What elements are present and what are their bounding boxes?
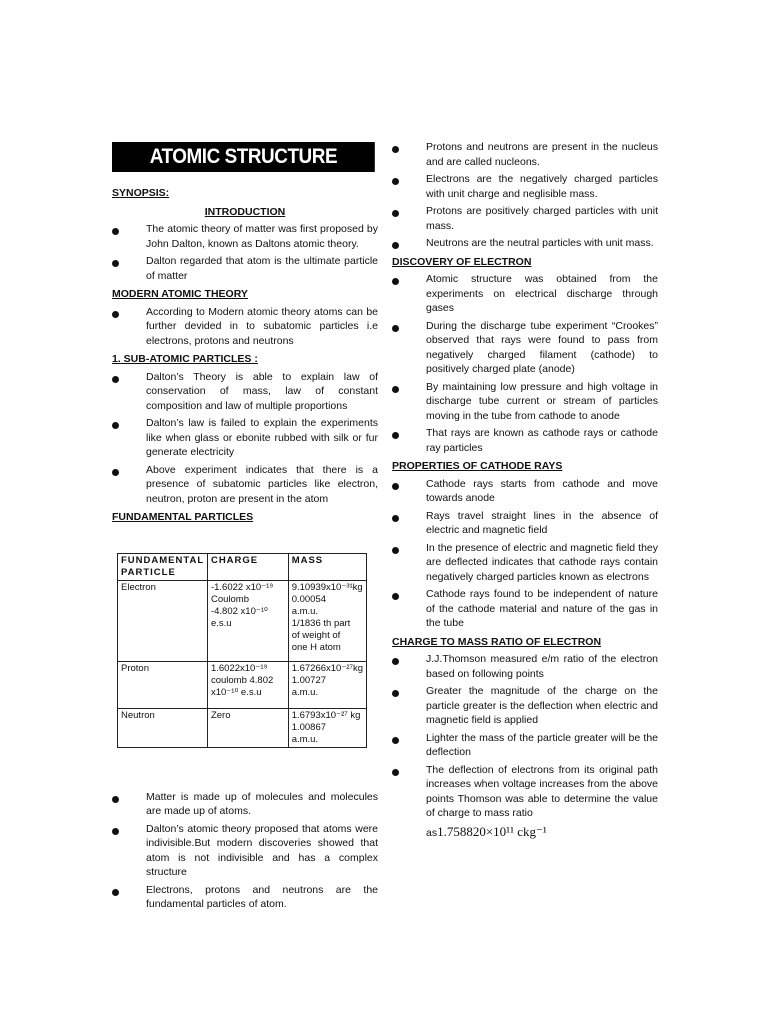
list-item: According to Modern atomic theory atoms can be further devided in to subatomic particles i.e electrons, protons and neutrons (112, 305, 378, 349)
header-charge: CHARGE (207, 553, 288, 580)
particle-cell: Proton (118, 661, 208, 708)
list-item: Protons and neutrons are present in the nucleus and are called nucleons. (392, 140, 658, 169)
bullet-icon (112, 260, 119, 267)
list-item: Dalton’s law is failed to explain the experiments like when glass or ebonite rubbed with silk or fur generate electricity (112, 416, 378, 460)
list-item: Atomic structure was obtained from the experiments on electrical discharge through gases (392, 272, 658, 316)
modern-atomic-theory-heading: MODERN ATOMIC THEORY (112, 288, 248, 300)
bullet-icon (112, 376, 119, 383)
bullet-icon (392, 432, 399, 439)
list-item: Neutrons are the neutral particles with unit mass. (392, 236, 658, 251)
charge-to-mass-heading: CHARGE TO MASS RATIO OF ELECTRON (392, 635, 602, 648)
charge-cell: -1.6022 x10⁻¹⁹ Coulomb -4.802 x10⁻¹⁰ e.s.u (207, 580, 288, 661)
table-row (118, 708, 367, 747)
particle-cell: Neutron (118, 708, 208, 747)
mass-cell: 1.6793x10⁻²⁷ kg 1.00867 a.m.u. (288, 708, 366, 747)
header-mass: MASS (288, 553, 366, 580)
list-item: In the presence of electric and magnetic field they are deflected indicates that cathode rays contain negatively charged particles known as electrons (392, 541, 658, 585)
sub-atomic-particles-heading: 1. SUB-ATOMIC PARTICLES : (112, 353, 258, 365)
list-item: Cathode rays found to be independent of nature of the cathode material and nature of the gas in the tube (392, 587, 658, 631)
mass-cell: 1.67266x10⁻²⁷kg 1.00727 a.m.u. (288, 661, 366, 708)
fundamental-particles-heading: FUNDAMENTAL PARTICLES (112, 511, 254, 523)
bullet-icon (392, 737, 399, 744)
synopsis-heading: SYNOPSIS: (112, 187, 170, 199)
bullet-icon (392, 178, 399, 185)
mass-cell: 9.10939x10⁻³¹kg 0.00054 a.m.u. 1/1836 th part of weight of one H atom (288, 580, 366, 661)
table-row (118, 580, 367, 661)
bullet-icon (392, 515, 399, 522)
particle-cell: Electron (118, 580, 208, 661)
list-item: Protons are positively charged particles with unit mass. (392, 204, 658, 233)
introduction-heading: INTRODUCTION (204, 205, 286, 218)
fundamental-particles-table (117, 553, 367, 748)
list-item: Above experiment indicates that there is a presence of subatomic particles like electron, neutron, proton are present in the atom (112, 463, 378, 507)
table-header-row (118, 553, 367, 580)
bullet-icon (112, 422, 119, 429)
list-item: Matter is made up of molecules and molecules are made up of atoms. (112, 790, 378, 819)
right-column (392, 140, 658, 840)
list-item: Dalton’s Theory is able to explain law of conservation of mass, law of constant composition and law of multiple proportions (112, 370, 378, 414)
bullet-icon (112, 796, 119, 803)
bullet-icon (392, 386, 399, 393)
list-item: That rays are known as cathode rays or cathode ray particles (392, 426, 658, 455)
list-item: Cathode rays starts from cathode and move towards anode (392, 477, 658, 506)
charge-mass-ratio-formula (392, 825, 658, 841)
bullet-icon (392, 483, 399, 490)
bullet-icon (392, 325, 399, 332)
page-title: ATOMIC STRUCTURE (112, 142, 375, 172)
list-item: Electrons, protons and neutrons are the fundamental particles of atom. (112, 883, 378, 912)
bullet-icon (392, 658, 399, 665)
list-item: Dalton’s atomic theory proposed that atoms were indivisible.But modern discoveries showed that atom is not indivisible and has a complex structure (112, 822, 378, 880)
charge-cell: Zero (207, 708, 288, 747)
bullet-icon (392, 769, 399, 776)
list-item: Lighter the mass of the particle greater will be the deflection (392, 731, 658, 760)
header-particle: FUNDAMENTAL PARTICLE (118, 553, 208, 580)
formula-value: 1.758820×10¹¹ ckg⁻¹ (437, 823, 547, 839)
charge-cell: 1.6022x10⁻¹⁹ coulomb 4.802 x10⁻¹⁰ e.s.u (207, 661, 288, 708)
bullet-icon (112, 889, 119, 896)
left-column (112, 140, 378, 915)
bullet-icon (112, 469, 119, 476)
formula-prefix: as (426, 826, 438, 839)
bullet-icon (392, 242, 399, 249)
list-item: The deflection of electrons from its original path increases when voltage increases from the above points Thomson was able to determine the value of charge to mass ratio (392, 763, 658, 821)
list-item: During the discharge tube experiment “Crookes” observed that rays were found to pass from negatively charged filament (cathode) to positively charged plate (anode) (392, 319, 658, 377)
bullet-icon (392, 278, 399, 285)
bullet-icon (112, 228, 119, 235)
list-item: The atomic theory of matter was first proposed by John Dalton, known as Daltons atomic theory. (112, 222, 378, 251)
bullet-icon (392, 547, 399, 554)
bullet-icon (112, 311, 119, 318)
bullet-icon (112, 828, 119, 835)
list-item: Greater the magnitude of the charge on the particle greater is the deflection when electric and magnetic field is applied (392, 684, 658, 728)
list-item: Dalton regarded that atom is the ultimate particle of matter (112, 254, 378, 283)
bullet-icon (392, 146, 399, 153)
list-item: By maintaining low pressure and high voltage in discharge tube current or stream of particles moving in the tube from cathode to anode (392, 380, 658, 424)
bullet-icon (392, 210, 399, 217)
bullet-icon (392, 690, 399, 697)
list-item: Rays travel straight lines in the absence of electric and magnetic field (392, 509, 658, 538)
list-item: J.J.Thomson measured e/m ratio of the electron based on following points (392, 652, 658, 681)
list-item: Electrons are the negatively charged particles with unit charge and neglisible mass. (392, 172, 658, 201)
table-row (118, 661, 367, 708)
cathode-rays-heading: PROPERTIES OF CATHODE RAYS (392, 460, 563, 472)
discovery-of-electron-heading: DISCOVERY OF ELECTRON (392, 255, 532, 268)
bullet-icon (392, 593, 399, 600)
